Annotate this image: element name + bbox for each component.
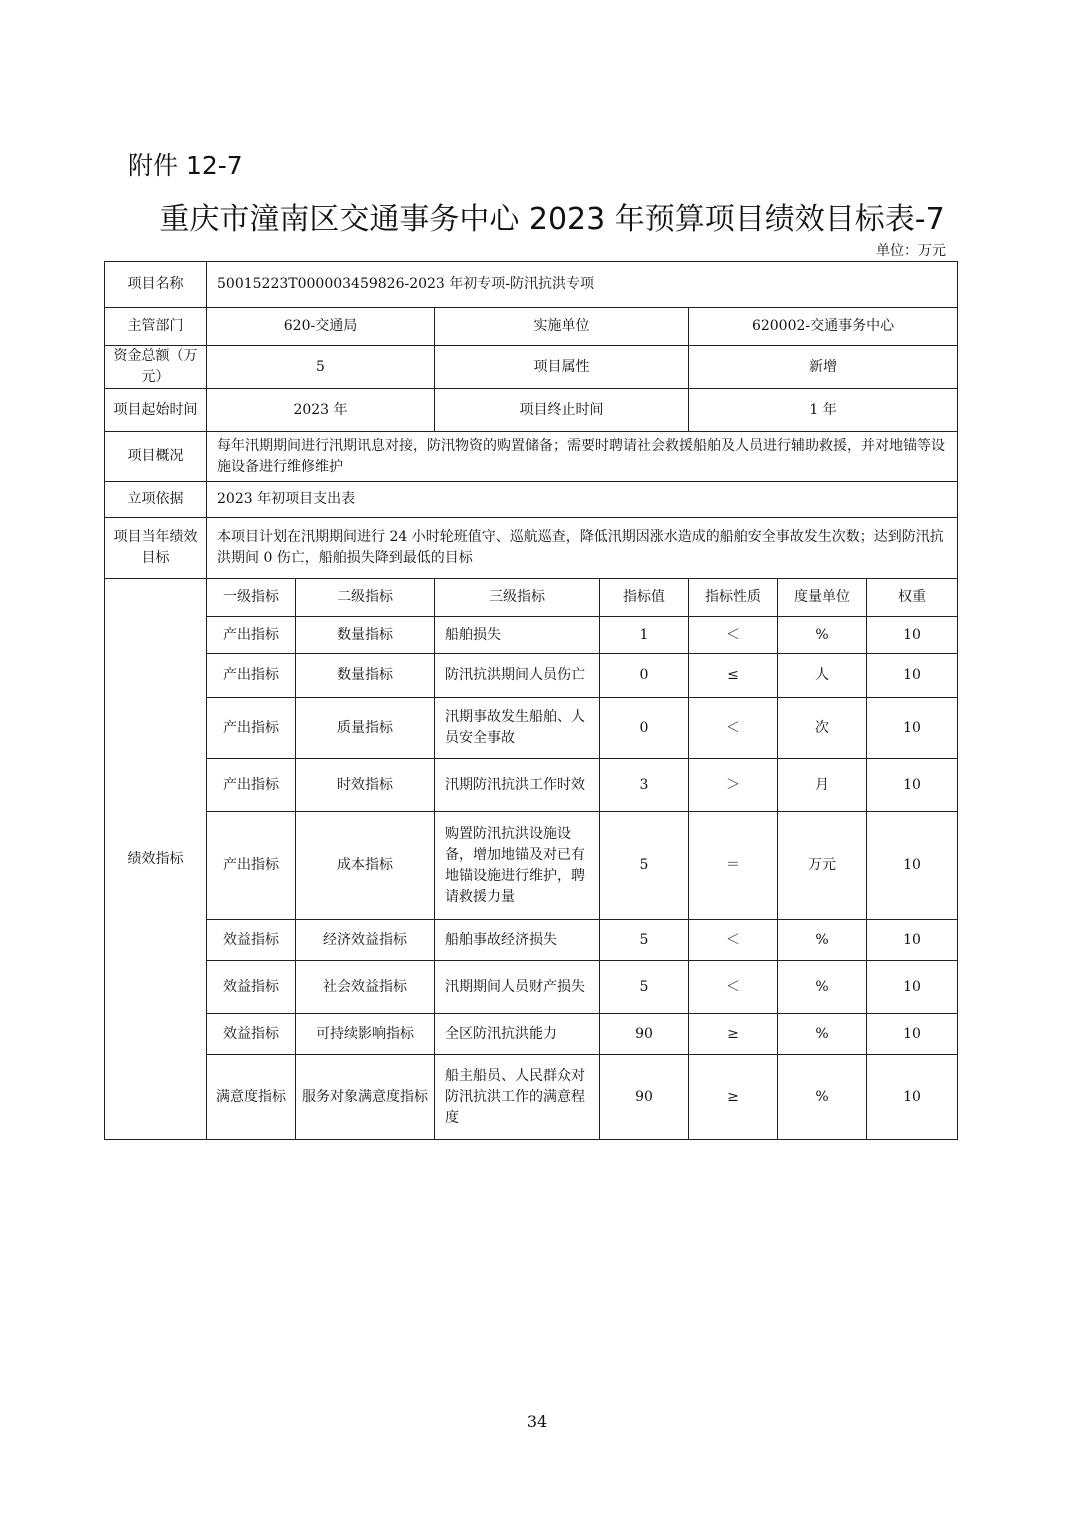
cell-nature: ＜ — [689, 961, 778, 1014]
cell-weight: 10 — [867, 920, 958, 961]
cell-unit: 次 — [778, 698, 867, 759]
cell-level1: 产出指标 — [207, 654, 296, 698]
cell-level2: 服务对象满意度指标 — [296, 1055, 435, 1140]
cell-level3: 船舶损失 — [435, 617, 600, 654]
end-value: 1 年 — [689, 389, 958, 432]
cell-nature: ≥ — [689, 1055, 778, 1140]
cell-level1: 产出指标 — [207, 759, 296, 812]
table-row — [105, 759, 958, 812]
cell-level1: 满意度指标 — [207, 1055, 296, 1140]
table-row — [105, 1055, 958, 1140]
cell-level2: 数量指标 — [296, 617, 435, 654]
cell-value: 3 — [600, 759, 689, 812]
header-level2: 二级指标 — [296, 579, 435, 617]
cell-level3: 汛期防汛抗洪工作时效 — [435, 759, 600, 812]
header-level3: 三级指标 — [435, 579, 600, 617]
row-goal — [105, 518, 958, 579]
indicators-section-label: 绩效指标 — [105, 579, 207, 1140]
cell-value: 5 — [600, 920, 689, 961]
row-project-name — [105, 262, 958, 308]
cell-value: 0 — [600, 698, 689, 759]
cell-level3: 汛期期间人员财产损失 — [435, 961, 600, 1014]
cell-nature: ＞ — [689, 759, 778, 812]
cell-nature: ＜ — [689, 920, 778, 961]
table-row — [105, 698, 958, 759]
table-row — [105, 920, 958, 961]
fund-value: 5 — [207, 346, 435, 389]
row-overview — [105, 432, 958, 482]
dept-label: 主管部门 — [105, 308, 207, 346]
cell-level2: 经济效益指标 — [296, 920, 435, 961]
cell-level3: 船主船员、人民群众对防汛抗洪工作的满意程度 — [435, 1055, 600, 1140]
cell-level3: 汛期事故发生船舶、人员安全事故 — [435, 698, 600, 759]
attachment-label: 附件 12-7 — [128, 151, 243, 180]
cell-level1: 产出指标 — [207, 698, 296, 759]
cell-level1: 效益指标 — [207, 920, 296, 961]
performance-table — [104, 261, 958, 1140]
end-label: 项目终止时间 — [435, 389, 689, 432]
cell-weight: 10 — [867, 654, 958, 698]
cell-level3: 船舶事故经济损失 — [435, 920, 600, 961]
cell-level1: 效益指标 — [207, 961, 296, 1014]
cell-nature: ＜ — [689, 698, 778, 759]
cell-value: 5 — [600, 812, 689, 920]
table-row — [105, 812, 958, 920]
cell-level2: 可持续影响指标 — [296, 1014, 435, 1055]
row-fund — [105, 346, 958, 389]
cell-nature: ≤ — [689, 654, 778, 698]
header-value: 指标值 — [600, 579, 689, 617]
document-title: 重庆市潼南区交通事务中心 2023 年预算项目绩效目标表-7 — [159, 202, 945, 237]
dept-value: 620-交通局 — [207, 308, 435, 346]
cell-weight: 10 — [867, 961, 958, 1014]
overview-value: 每年汛期期间进行汛期讯息对接，防汛物资的购置储备；需要时聘请社会救援船舶及人员进行辅助救援，并对地锚等设施设备进行维修维护 — [207, 432, 958, 482]
cell-level2: 成本指标 — [296, 812, 435, 920]
cell-value: 1 — [600, 617, 689, 654]
impl-label: 实施单位 — [435, 308, 689, 346]
basis-label: 立项依据 — [105, 482, 207, 518]
row-department — [105, 308, 958, 346]
cell-level2: 数量指标 — [296, 654, 435, 698]
cell-weight: 10 — [867, 1014, 958, 1055]
table-row — [105, 1014, 958, 1055]
cell-unit: % — [778, 1014, 867, 1055]
row-period — [105, 389, 958, 432]
cell-weight: 10 — [867, 1055, 958, 1140]
cell-nature: ≥ — [689, 1014, 778, 1055]
basis-value: 2023 年初项目支出表 — [207, 482, 958, 518]
cell-weight: 10 — [867, 812, 958, 920]
impl-value: 620002-交通事务中心 — [689, 308, 958, 346]
goal-label: 项目当年绩效目标 — [105, 518, 207, 579]
table-row — [105, 617, 958, 654]
cell-nature: ＝ — [689, 812, 778, 920]
goal-value: 本项目计划在汛期期间进行 24 小时轮班值守、巡航巡查，降低汛期因涨水造成的船舶安全事故发生次数；达到防汛抗洪期间 0 伤亡，船舶损失降到最低的目标 — [207, 518, 958, 579]
cell-unit: % — [778, 1055, 867, 1140]
header-weight: 权重 — [867, 579, 958, 617]
cell-weight: 10 — [867, 617, 958, 654]
start-value: 2023 年 — [207, 389, 435, 432]
table-row — [105, 654, 958, 698]
cell-unit: % — [778, 617, 867, 654]
project-name-label: 项目名称 — [105, 262, 207, 308]
attr-label: 项目属性 — [435, 346, 689, 389]
page-number: 34 — [526, 1412, 548, 1431]
cell-unit: 月 — [778, 759, 867, 812]
cell-level2: 质量指标 — [296, 698, 435, 759]
cell-unit: 万元 — [778, 812, 867, 920]
fund-label: 资金总额（万元） — [105, 346, 207, 389]
header-unit: 度量单位 — [778, 579, 867, 617]
cell-unit: % — [778, 920, 867, 961]
row-basis — [105, 482, 958, 518]
cell-weight: 10 — [867, 759, 958, 812]
cell-nature: ＜ — [689, 617, 778, 654]
cell-level3: 购置防汛抗洪设施设备，增加地锚及对已有地锚设施进行维护，聘请救援力量 — [435, 812, 600, 920]
start-label: 项目起始时间 — [105, 389, 207, 432]
indicator-header-row — [105, 579, 958, 617]
unit-label: 单位：万元 — [876, 243, 946, 259]
cell-value: 90 — [600, 1014, 689, 1055]
attr-value: 新增 — [689, 346, 958, 389]
cell-level2: 社会效益指标 — [296, 961, 435, 1014]
cell-value: 5 — [600, 961, 689, 1014]
cell-value: 0 — [600, 654, 689, 698]
project-name-value: 50015223T000003459826-2023 年初专项-防汛抗洪专项 — [207, 262, 958, 308]
overview-label: 项目概况 — [105, 432, 207, 482]
cell-level3: 防汛抗洪期间人员伤亡 — [435, 654, 600, 698]
cell-level2: 时效指标 — [296, 759, 435, 812]
cell-weight: 10 — [867, 698, 958, 759]
cell-value: 90 — [600, 1055, 689, 1140]
cell-unit: % — [778, 961, 867, 1014]
cell-level3: 全区防汛抗洪能力 — [435, 1014, 600, 1055]
header-nature: 指标性质 — [689, 579, 778, 617]
cell-level1: 产出指标 — [207, 617, 296, 654]
table-row — [105, 961, 958, 1014]
cell-unit: 人 — [778, 654, 867, 698]
header-level1: 一级指标 — [207, 579, 296, 617]
cell-level1: 效益指标 — [207, 1014, 296, 1055]
cell-level1: 产出指标 — [207, 812, 296, 920]
